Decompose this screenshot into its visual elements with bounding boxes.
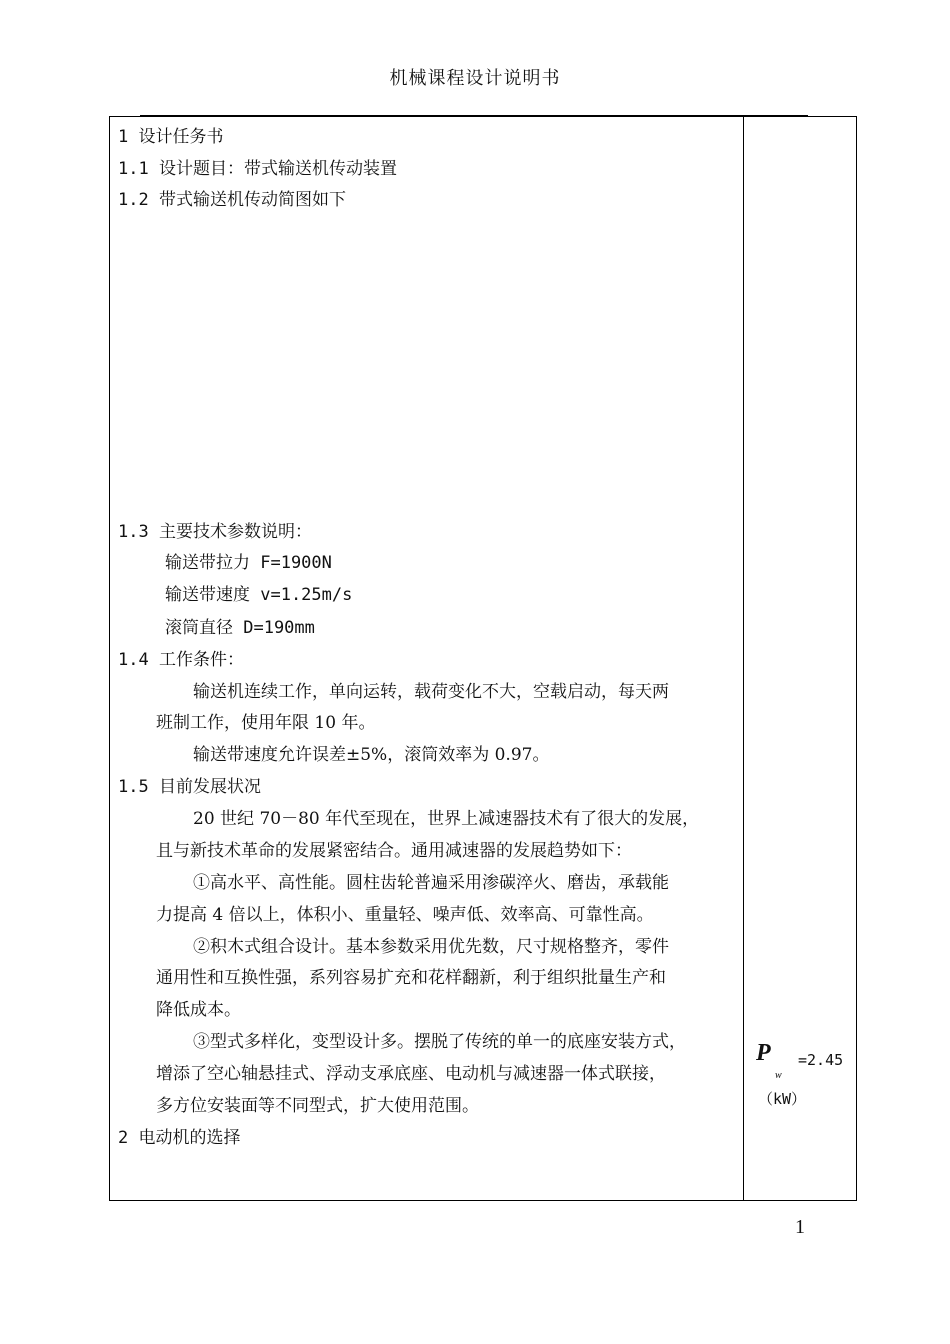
- paragraph-line: 20 世纪 70－80 年代至现在，世界上减速器技术有了很大的发展，: [193, 809, 700, 829]
- power-unit: （kW）: [758, 1090, 807, 1108]
- paragraph-line: ①高水平、高性能。圆柱齿轮普遍采用渗碳淬火、磨齿，承载能: [193, 873, 669, 893]
- document-title: 机械课程设计说明书: [389, 68, 561, 89]
- section-heading: 2 电动机的选择: [118, 1128, 241, 1148]
- paragraph-line: 输送带速度允许误差±5%，滚筒效率为 0.97。: [193, 745, 550, 765]
- subsection-heading: 1.1 设计题目：带式输送机传动装置: [118, 159, 397, 179]
- paragraph-line: 力提高 4 倍以上，体积小、重量轻、噪声低、效率高、可靠性高。: [156, 905, 654, 925]
- page-number: 1: [795, 1216, 805, 1238]
- paragraph-line: ②积木式组合设计。基本参数采用优先数，尺寸规格整齐，零件: [193, 937, 669, 957]
- paragraph-line: 输送机连续工作，单向运转，载荷变化不大，空载启动，每天两: [193, 682, 669, 702]
- paragraph-line: 通用性和互换性强，系列容易扩充和花样翻新，利于组织批量生产和: [156, 968, 666, 988]
- power-symbol: P: [756, 1040, 771, 1066]
- paragraph-line: 且与新技术革命的发展紧密结合。通用减速器的发展趋势如下：: [156, 841, 632, 861]
- paragraph-line: 多方位安装面等不同型式，扩大使用范围。: [156, 1096, 479, 1116]
- paragraph-line: 班制工作，使用年限 10 年。: [156, 713, 376, 733]
- subsection-heading: 1.5 目前发展状况: [118, 777, 261, 797]
- parameter-line: 滚筒直径 D=190mm: [165, 618, 315, 638]
- parameter-line: 输送带速度 v=1.25m/s: [165, 585, 353, 605]
- power-subscript: w: [775, 1070, 782, 1081]
- section-heading: 1 设计任务书: [118, 127, 224, 147]
- subsection-heading: 1.3 主要技术参数说明：: [118, 522, 312, 542]
- subsection-heading: 1.4 工作条件：: [118, 650, 244, 670]
- parameter-line: 输送带拉力 F=1900N: [165, 553, 332, 573]
- paragraph-line: ③型式多样化，变型设计多。摆脱了传统的单一的底座安装方式，: [193, 1032, 686, 1052]
- subsection-heading: 1.2 带式输送机传动简图如下: [118, 190, 346, 210]
- power-value: =2.45: [798, 1051, 844, 1069]
- column-divider: [743, 116, 744, 1201]
- paragraph-line: 降低成本。: [156, 1000, 241, 1020]
- paragraph-line: 增添了空心轴悬挂式、浮动支承底座、电动机与减速器一体式联接，: [156, 1064, 666, 1084]
